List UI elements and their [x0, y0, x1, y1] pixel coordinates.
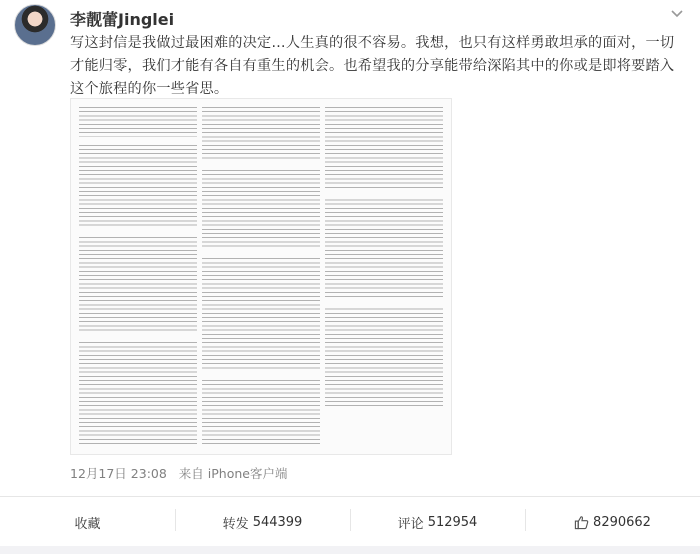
like-button[interactable] [525, 497, 700, 547]
post-meta [70, 464, 295, 482]
like-count: 8290662 [593, 514, 651, 530]
repost-label: 转发 [222, 516, 249, 532]
letter-image[interactable] [70, 98, 452, 455]
comment-label: 评论 [397, 516, 424, 532]
post-text: 写这封信是我做过最困难的决定…人生真的很不容易。我想，也只有这样勇敢坦承的面对，一切才能归零，我们才能有各自有重生的机会。也希望我的分享能带给深陷其中的你或是即将要踏入这个旅程的你一些省思。 [70, 35, 675, 97]
action-bar [0, 496, 700, 547]
post-source: 来自 iPhone客户端 [178, 466, 288, 481]
favorite-button[interactable] [0, 497, 175, 547]
thumbs-up-icon [574, 515, 589, 530]
post-date[interactable]: 12月17日 23:08 [70, 466, 167, 481]
comment-count: 512954 [427, 514, 478, 530]
comment-button[interactable] [350, 497, 525, 547]
user-name[interactable]: 李靓蕾Jinglei [70, 10, 175, 29]
chevron-down-icon[interactable] [668, 4, 686, 22]
repost-button[interactable] [175, 497, 350, 547]
repost-count: 544399 [252, 514, 303, 530]
favorite-label: 收藏 [74, 516, 101, 532]
user-avatar[interactable] [14, 4, 56, 46]
bottom-divider [0, 546, 700, 554]
